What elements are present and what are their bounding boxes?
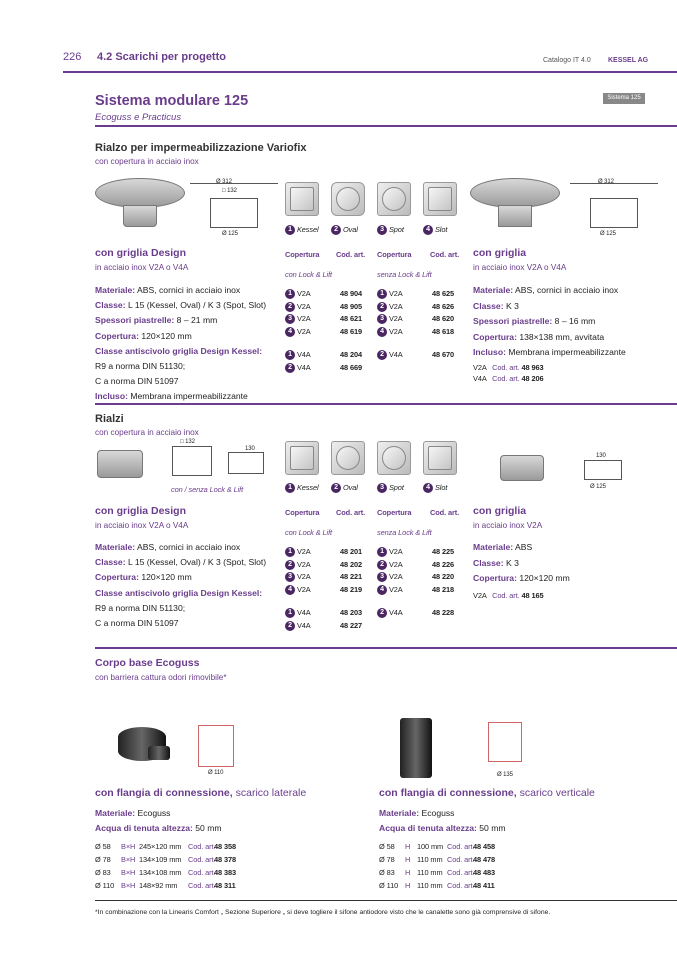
spec-line: C a norma DIN 51097 — [95, 376, 179, 387]
grate-slot-image — [423, 182, 457, 216]
table-header: Copertura — [377, 250, 412, 259]
spec-line: R9 a norma DIN 51130; — [95, 361, 186, 371]
code-line: V2A Cod. art. 48 165 — [473, 591, 544, 600]
s1-rule — [95, 403, 677, 405]
table-row: 4 V2A 48 219 — [285, 584, 311, 595]
section-title: 4.2 Scarichi per progetto — [97, 51, 226, 63]
code-row: Ø 83 B×H 134×108 mm Cod. art. 48 383 — [95, 868, 237, 877]
page-number: 226 — [63, 51, 82, 63]
table-row: 2 V2A 48 626 — [377, 301, 403, 312]
catalog-label: Catalogo IT 4.0 — [543, 57, 591, 64]
s2-dim: Ø 125 — [590, 484, 606, 490]
table-header: Cod. art. — [336, 250, 366, 259]
s2-title: Rialzi — [95, 413, 124, 425]
table-header: Cod. art. — [336, 508, 366, 517]
s3-dim: Ø 135 — [497, 772, 513, 778]
spec-line: Spessori piastrelle: 8 – 21 mm — [95, 315, 218, 326]
code-line: V2A Cod. art. 48 963 — [473, 363, 544, 372]
s3-left-product-outlet — [148, 746, 170, 760]
table-row: 3 V2A 48 220 — [377, 571, 403, 582]
spec-line: Materiale: ABS, cornici in acciaio inox — [95, 285, 241, 295]
table-header: Cod. art. — [430, 508, 460, 517]
grate-oval-image — [331, 182, 365, 216]
spec-line: Materiale: ABS, cornici in acciaio inox — [95, 542, 241, 552]
s2-dim: □ 132 — [180, 439, 195, 445]
s1-right-product-pipe — [498, 205, 532, 227]
spec-line: Incluso: Membrana impermeabilizzante — [95, 391, 248, 402]
spec-line: Materiale: Ecoguss — [95, 808, 171, 818]
spec-line: Copertura: 120×120 mm — [473, 573, 570, 583]
spec-line: Materiale: Ecoguss — [379, 808, 455, 818]
grate-label: 4 Slot — [423, 224, 447, 235]
table-row: 2 V2A 48 905 — [285, 301, 311, 312]
s1-left-sub: in acciaio inox V2A o V4A — [95, 263, 189, 272]
footnote: *In combinazione con la Linearis Comfort „ Sezione Superiore „ si deve togliere il sifone antiodore visto che le canalette sono già comprensive di sifone. — [95, 909, 551, 916]
spec-line: Copertura: 120×120 mm — [95, 572, 192, 583]
spec-line: Classe: L 15 (Kessel, Oval) / K 3 (Spot, Slot) — [95, 557, 267, 568]
table-row: 1 V4A 48 204 — [285, 349, 311, 360]
s1-dim: Ø 312 — [216, 179, 232, 185]
code-row: Ø 83 H 110 mm Cod. art. 48 483 — [379, 868, 496, 877]
header-rule — [63, 71, 677, 73]
table-row: 2 V2A 48 226 — [377, 559, 403, 570]
s3-right-product-image — [400, 718, 432, 778]
s1-left-drawing-body — [210, 198, 258, 228]
s2-right-drawing — [584, 460, 622, 480]
code-row: Ø 110 H 110 mm Cod. art. 48 411 — [379, 881, 495, 890]
s3-right-drawing — [488, 722, 522, 762]
s1-dim: □ 132 — [222, 188, 237, 194]
s2-caption: con / senza Lock & Lift — [171, 485, 244, 494]
table-row: 2 V2A 48 202 — [285, 559, 311, 570]
table-header: Copertura — [285, 250, 320, 259]
title-rule — [95, 125, 677, 127]
code-row: Ø 58 H 100 mm Cod. art. 48 458 — [379, 842, 496, 851]
table-row: 1 V2A 48 904 — [285, 288, 311, 299]
grate-oval-image — [331, 441, 365, 475]
code-row: Ø 78 B×H 134×109 mm Cod. art. 48 378 — [95, 855, 237, 864]
s1-left-product-pipe — [123, 205, 157, 227]
table-header: Cod. art. — [430, 250, 460, 259]
table-row: 1 V2A 48 625 — [377, 288, 403, 299]
grate-label: 1 Kessel — [285, 224, 319, 235]
code-row: Ø 58 B×H 245×120 mm Cod. art. 48 358 — [95, 842, 237, 851]
table-row: 2 V4A 48 227 — [285, 620, 311, 631]
grate-label: 2 Oval — [331, 482, 358, 493]
s3-right-heading: con flangia di connessione, scarico verticale — [379, 787, 595, 799]
grate-slot-image — [423, 441, 457, 475]
spec-line: Copertura: 138×138 mm, avvitata — [473, 331, 605, 342]
table-row: 3 V2A 48 621 — [285, 313, 311, 324]
table-subheader: senza Lock & Lift — [377, 270, 432, 279]
spec-line: Classe antiscivolo griglia Design Kessel: — [95, 345, 263, 356]
spec-line: Materiale: ABS — [473, 542, 533, 552]
spec-line: Classe: K 3 — [473, 557, 519, 568]
code-row: Ø 78 H 110 mm Cod. art. 48 478 — [379, 855, 496, 864]
system-badge: Sistema 125 — [603, 93, 645, 104]
s2-dim: 130 — [245, 446, 255, 452]
spec-line: C a norma DIN 51097 — [95, 618, 179, 628]
page-subtitle: Ecoguss e Practicus — [95, 112, 182, 123]
s1-subtitle: con copertura in acciaio inox — [95, 157, 199, 166]
s1-left-product-image — [95, 178, 185, 208]
grate-kessel-image — [285, 441, 319, 475]
table-row: 4 V2A 48 618 — [377, 326, 403, 337]
s2-right-sub: in acciaio inox V2A — [473, 521, 543, 530]
table-subheader: con Lock & Lift — [285, 528, 332, 537]
table-subheader: senza Lock & Lift — [377, 528, 432, 537]
grate-spot-image — [377, 441, 411, 475]
s3-dim: Ø 110 — [208, 770, 224, 776]
spec-line: Classe antiscivolo griglia Design Kessel: — [95, 587, 263, 598]
table-row: 3 V2A 48 620 — [377, 313, 403, 324]
s1-title: Rialzo per impermeabilizzazione Variofix — [95, 142, 307, 154]
code-row: Ø 110 B×H 148×92 mm Cod. art. 48 311 — [95, 881, 236, 890]
grate-kessel-image — [285, 182, 319, 216]
code-line: V4A Cod. art. 48 206 — [473, 374, 544, 383]
s3-left-drawing — [198, 725, 234, 767]
spec-line: R9 a norma DIN 51130; — [95, 602, 186, 613]
s2-right-product-image — [500, 455, 544, 481]
grate-label: 2 Oval — [331, 224, 358, 235]
table-row: 1 V2A 48 201 — [285, 546, 311, 557]
s3-subtitle: con barriera cattura odori rimovibile* — [95, 673, 227, 682]
spec-line: Classe: K 3 — [473, 300, 519, 311]
s1-right-product-image — [470, 178, 560, 208]
s2-right-heading: con griglia — [473, 505, 527, 517]
s2-dim: 130 — [596, 453, 606, 459]
table-row: 4 V2A 48 218 — [377, 584, 403, 595]
s1-dim: Ø 312 — [598, 179, 614, 185]
grate-label: 4 Slot — [423, 482, 447, 493]
spec-line: Acqua di tenuta altezza: 50 mm — [95, 823, 222, 833]
s2-left-heading: con griglia Design — [95, 505, 187, 517]
table-row: 4 V2A 48 619 — [285, 326, 311, 337]
table-row: 3 V2A 48 221 — [285, 571, 311, 582]
footnote-rule — [95, 900, 677, 901]
spec-line: Incluso: Membrana impermeabilizzante — [473, 347, 626, 357]
table-header: Copertura — [285, 508, 320, 517]
spec-line: Materiale: ABS, cornici in acciaio inox — [473, 285, 619, 295]
s1-right-sub: in acciaio inox V2A o V4A — [473, 263, 567, 272]
s1-right-drawing-body — [590, 198, 638, 228]
table-row: 1 V4A 48 203 — [285, 607, 311, 618]
s3-left-heading: con flangia di connessione, scarico laterale — [95, 787, 307, 799]
grate-label: 3 Spot — [377, 224, 404, 235]
page-title: Sistema modulare 125 — [95, 93, 249, 109]
spec-line: Spessori piastrelle: 8 – 16 mm — [473, 316, 596, 326]
table-header: Copertura — [377, 508, 412, 517]
table-row: 2 V4A 48 670 — [377, 349, 403, 360]
s2-left-product-image — [97, 450, 143, 478]
table-row: 1 V2A 48 225 — [377, 546, 403, 557]
s2-left-sub: in acciaio inox V2A o V4A — [95, 521, 189, 530]
s2-rule — [95, 647, 677, 649]
table-subheader: con Lock & Lift — [285, 270, 332, 279]
spec-line: Classe: L 15 (Kessel, Oval) / K 3 (Spot, Slot) — [95, 300, 267, 311]
grate-label: 3 Spot — [377, 482, 404, 493]
grate-label: 1 Kessel — [285, 482, 319, 493]
table-row: 2 V4A 48 669 — [285, 362, 311, 373]
grate-spot-image — [377, 182, 411, 216]
s2-left-drawing — [172, 446, 212, 476]
s2-left-drawing2 — [228, 452, 264, 474]
brand-label: KESSEL AG — [608, 57, 649, 64]
s2-subtitle: con copertura in acciaio inox — [95, 428, 199, 437]
s1-dim: Ø 125 — [600, 231, 616, 237]
table-row: 2 V4A 48 228 — [377, 607, 403, 618]
s1-right-heading: con griglia — [473, 247, 527, 259]
spec-line: Copertura: 120×120 mm — [95, 330, 192, 341]
spec-line: Acqua di tenuta altezza: 50 mm — [379, 823, 506, 833]
s3-title: Corpo base Ecoguss — [95, 657, 200, 669]
s1-dim: Ø 125 — [222, 231, 238, 237]
s1-left-heading: con griglia Design — [95, 247, 187, 259]
